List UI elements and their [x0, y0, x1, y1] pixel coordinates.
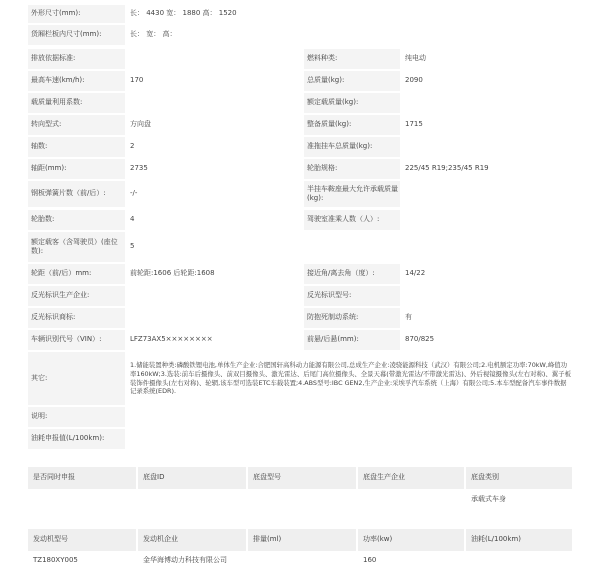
engine-header-power: 功率(kw): [358, 529, 464, 551]
reflector-brand-label: 反光标识商标:: [28, 308, 125, 328]
overhang-value: 870/825: [402, 330, 572, 350]
spring-value: -/-: [127, 181, 302, 207]
total-mass-label: 总质量(kg):: [304, 71, 400, 91]
engine-header-consumption: 油耗(L/100km): [466, 529, 572, 551]
wheelbase-label: 轴距(mm):: [28, 159, 125, 179]
other-value: 1.储能装置种类:磷酸铁锂电池,单体生产企业:合肥国轩高科动力能源有限公司,总成生产企业:凌骁能源科技（武汉）有限公司;2.电机额定功率:70kW,峰值功率160kW;3.选装:前车后摄像头、前双目摄像头、激光雷达、后尾门高位摄像头、全景天幕(带激光雷达/不带激光雷达)、外后视镜摄像头(左右对称)、翼子板装饰件摄像头(左右对称)、轮辋,该车型可选装ETC车载装置;4.ABS型号:IBC GEN2,生产企业:采埃孚汽车系统（上海）有限公司;5.本车型配备汽车事件数据记录系统(EDR).: [127, 352, 572, 405]
trailer-mass-value: [402, 137, 572, 157]
engine-cell-model: TZ180XY005: [28, 551, 136, 570]
rated-load-label: 额定载质量(kg):: [304, 93, 400, 113]
engine-header-company: 发动机企业: [138, 529, 246, 551]
tire-value: 225/45 R19;235/45 R19: [402, 159, 572, 179]
dimensions-label: 外形尺寸(mm):: [28, 5, 125, 23]
reflector-company-value: [127, 286, 302, 306]
cargo-box-value: 长： 宽： 高：: [127, 25, 572, 45]
cargo-box-label: 货厢栏板内尺寸(mm):: [28, 25, 125, 45]
reflector-model-value: [402, 286, 572, 306]
other-label: 其它:: [28, 352, 125, 405]
engine-cell-displacement: [248, 551, 356, 570]
chassis-cell-id: [138, 489, 246, 511]
cab-passengers-value: [402, 210, 572, 230]
steering-label: 转向型式:: [28, 115, 125, 135]
fuel-label: 燃料种类:: [304, 49, 400, 69]
dimensions-value: 长： 4430 宽： 1880 高： 1520: [127, 5, 572, 23]
passengers-label: 额定载客（含驾驶员）(座位数):: [28, 232, 125, 262]
tire-count-label: 轮胎数:: [28, 210, 125, 230]
note-value: [127, 407, 572, 427]
engine-header-model: 发动机型号: [28, 529, 136, 551]
tire-label: 轮胎规格:: [304, 159, 400, 179]
consumption-value: [127, 429, 572, 449]
curb-mass-label: 整备质量(kg):: [304, 115, 400, 135]
approach-label: 接近角/离去角（度）:: [304, 264, 400, 284]
semi-trailer-value: [402, 181, 572, 207]
chassis-header-id: 底盘ID: [138, 467, 246, 489]
emission-label: 排放依据标准:: [28, 49, 125, 69]
overhang-label: 前悬/后悬(mm):: [304, 330, 400, 350]
vin-label: 车辆识别代号（VIN）:: [28, 330, 125, 350]
chassis-header-declare: 是否同时申报: [28, 467, 136, 489]
consumption-label: 油耗申报值(L/100km):: [28, 429, 125, 449]
abs-value: 有: [402, 308, 572, 328]
steering-value: 方向盘: [127, 115, 302, 135]
curb-mass-value: 1715: [402, 115, 572, 135]
cab-passengers-label: 驾驶室准乘人数（人）:: [304, 210, 400, 230]
reflector-model-label: 反光标识型号:: [304, 286, 400, 306]
emission-value: [127, 49, 302, 69]
spring-label: 钢板弹簧片数（前/后）:: [28, 181, 125, 207]
wheelbase-value: 2735: [127, 159, 302, 179]
approach-value: 14/22: [402, 264, 572, 284]
max-speed-value: 170: [127, 71, 302, 91]
engine-cell-company: 金华海博动力科技有限公司: [138, 551, 246, 570]
chassis-cell-company: [358, 489, 464, 511]
engine-cell-power: 160: [358, 551, 464, 570]
note-label: 说明:: [28, 407, 125, 427]
fuel-value: 纯电动: [402, 49, 572, 69]
engine-header-displacement: 排量(ml): [248, 529, 356, 551]
trailer-mass-label: 准拖挂车总质量(kg):: [304, 137, 400, 157]
semi-trailer-label: 半挂车鞍座最大允许承载质量(kg):: [304, 181, 400, 207]
track-label: 轮距（前/后）mm:: [28, 264, 125, 284]
max-speed-label: 最高车速(km/h):: [28, 71, 125, 91]
engine-cell-consumption: [466, 551, 572, 570]
chassis-cell-model: [248, 489, 356, 511]
total-mass-value: 2090: [402, 71, 572, 91]
chassis-cell-type: 承载式车身: [466, 489, 572, 511]
axles-value: 2: [127, 137, 302, 157]
chassis-cell-declare: [28, 489, 136, 511]
chassis-header-model: 底盘型号: [248, 467, 356, 489]
tire-count-value: 4: [127, 210, 302, 230]
load-util-value: [127, 93, 302, 113]
track-value: 前轮距:1606 后轮距:1608: [127, 264, 302, 284]
reflector-brand-value: [127, 308, 302, 328]
axles-label: 轴数:: [28, 137, 125, 157]
abs-label: 防抱死制动系统:: [304, 308, 400, 328]
rated-load-value: [402, 93, 572, 113]
reflector-company-label: 反光标识生产企业:: [28, 286, 125, 306]
vin-value: LFZ73AX5××××××××: [127, 330, 302, 350]
load-util-label: 载质量利用系数:: [28, 93, 125, 113]
chassis-header-type: 底盘类别: [466, 467, 572, 489]
chassis-header-company: 底盘生产企业: [358, 467, 464, 489]
passengers-value: 5: [127, 232, 572, 262]
